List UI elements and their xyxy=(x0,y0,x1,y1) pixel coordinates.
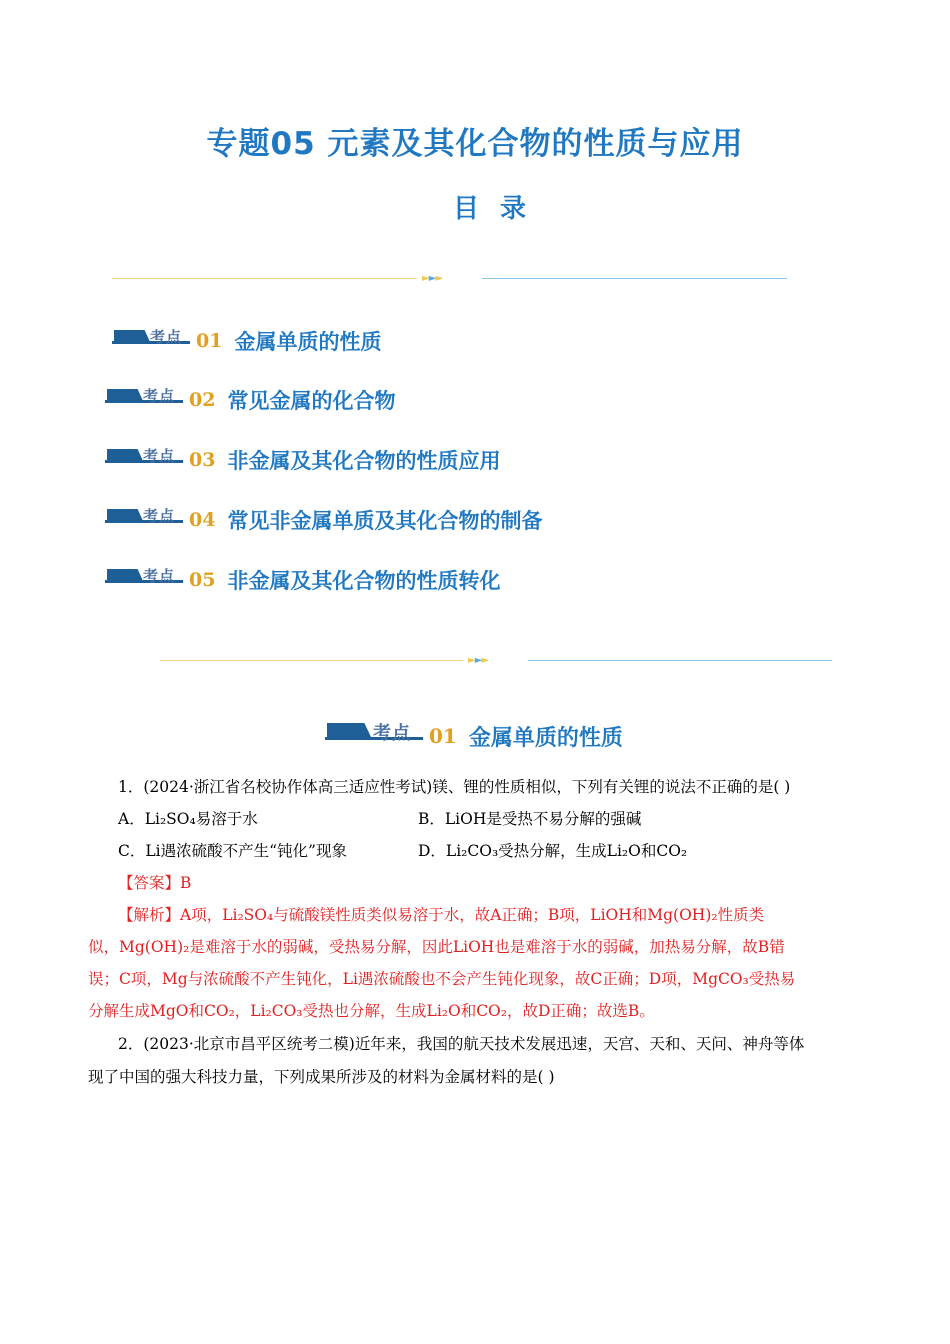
toc-item-01[interactable] xyxy=(112,324,381,358)
question-1-stem: 1．(2024·浙江省名校协作体高三适应性考试)镁、锂的性质相似，下列有关锂的说法不正确的是( ) xyxy=(118,778,791,796)
arrow-icons: ►►► xyxy=(468,655,489,666)
answer: 【答案】B xyxy=(118,874,192,892)
kaodian-badge-icon: 考点 xyxy=(105,507,185,533)
kaodian-badge-icon: 考点 xyxy=(105,447,185,473)
toc-number: 03 xyxy=(189,449,216,471)
toc-label: 非金属及其化合物的性质转化 xyxy=(227,569,501,593)
section-title: 金属单质的性质 xyxy=(468,725,623,751)
divider-top xyxy=(112,272,787,286)
toc-number: 05 xyxy=(189,569,216,591)
kaodian-badge-icon: 考点 xyxy=(325,721,425,751)
section-number: 01 xyxy=(429,724,457,748)
toc-item-05[interactable] xyxy=(105,563,500,597)
toc-number: 01 xyxy=(196,330,223,352)
toc-item-03[interactable] xyxy=(105,443,500,477)
analysis-line: 分解生成MgO和CO₂，Li₂CO₃受热也分解，生成Li₂O和CO₂，故D正确；故选B。 xyxy=(88,1002,655,1020)
option-c: C．Li遇浓硫酸不产生“钝化”现象 xyxy=(118,842,347,860)
analysis-line: 【解析】A项，Li₂SO₄与硫酸镁性质类似易溶于水，故A正确；B项，LiOH和Mg(OH)₂性质类 xyxy=(118,906,765,924)
kaodian-badge-icon: 考点 xyxy=(105,567,185,593)
toc-label: 常见金属的化合物 xyxy=(227,389,396,413)
analysis-line: 误；C项，Mg与浓硫酸不产生钝化，Li遇浓硫酸也不会产生钝化现象，故C正确；D项，MgCO₃受热易 xyxy=(88,970,796,988)
page-title: 专题05 元素及其化合物的性质与应用 xyxy=(206,126,744,162)
section-heading xyxy=(325,718,623,754)
toc-number: 02 xyxy=(189,389,216,411)
question-2-line: 2．(2023·北京市昌平区统考二模)近年来，我国的航天技术发展迅速，天宫、天和、天问、神舟等体 xyxy=(118,1035,805,1053)
kaodian-badge-icon: 考点 xyxy=(112,328,192,354)
arrow-icons: ►►► xyxy=(422,273,443,284)
kaodian-badge-icon: 考点 xyxy=(105,387,185,413)
toc-label: 非金属及其化合物的性质应用 xyxy=(227,449,501,473)
toc-item-04[interactable] xyxy=(105,503,542,537)
toc-item-02[interactable] xyxy=(105,383,395,417)
analysis-line: 似，Mg(OH)₂是难溶于水的弱碱，受热易分解，因此LiOH也是难溶于水的弱碱，加热易分解，故B错 xyxy=(88,938,785,956)
toc-label: 金属单质的性质 xyxy=(234,330,382,354)
option-a: A．Li₂SO₄易溶于水 xyxy=(118,810,258,828)
option-b: B．LiOH是受热不易分解的强碱 xyxy=(418,810,642,828)
question-2-line: 现了中国的强大科技力量，下列成果所涉及的材料为金属材料的是( ) xyxy=(88,1068,555,1086)
divider-bottom xyxy=(160,654,832,668)
option-d: D．Li₂CO₃受热分解，生成Li₂O和CO₂ xyxy=(418,842,688,860)
toc-number: 04 xyxy=(189,509,216,531)
toc-label: 常见非金属单质及其化合物的制备 xyxy=(227,509,543,533)
toc-heading: 目 录 xyxy=(452,194,533,224)
